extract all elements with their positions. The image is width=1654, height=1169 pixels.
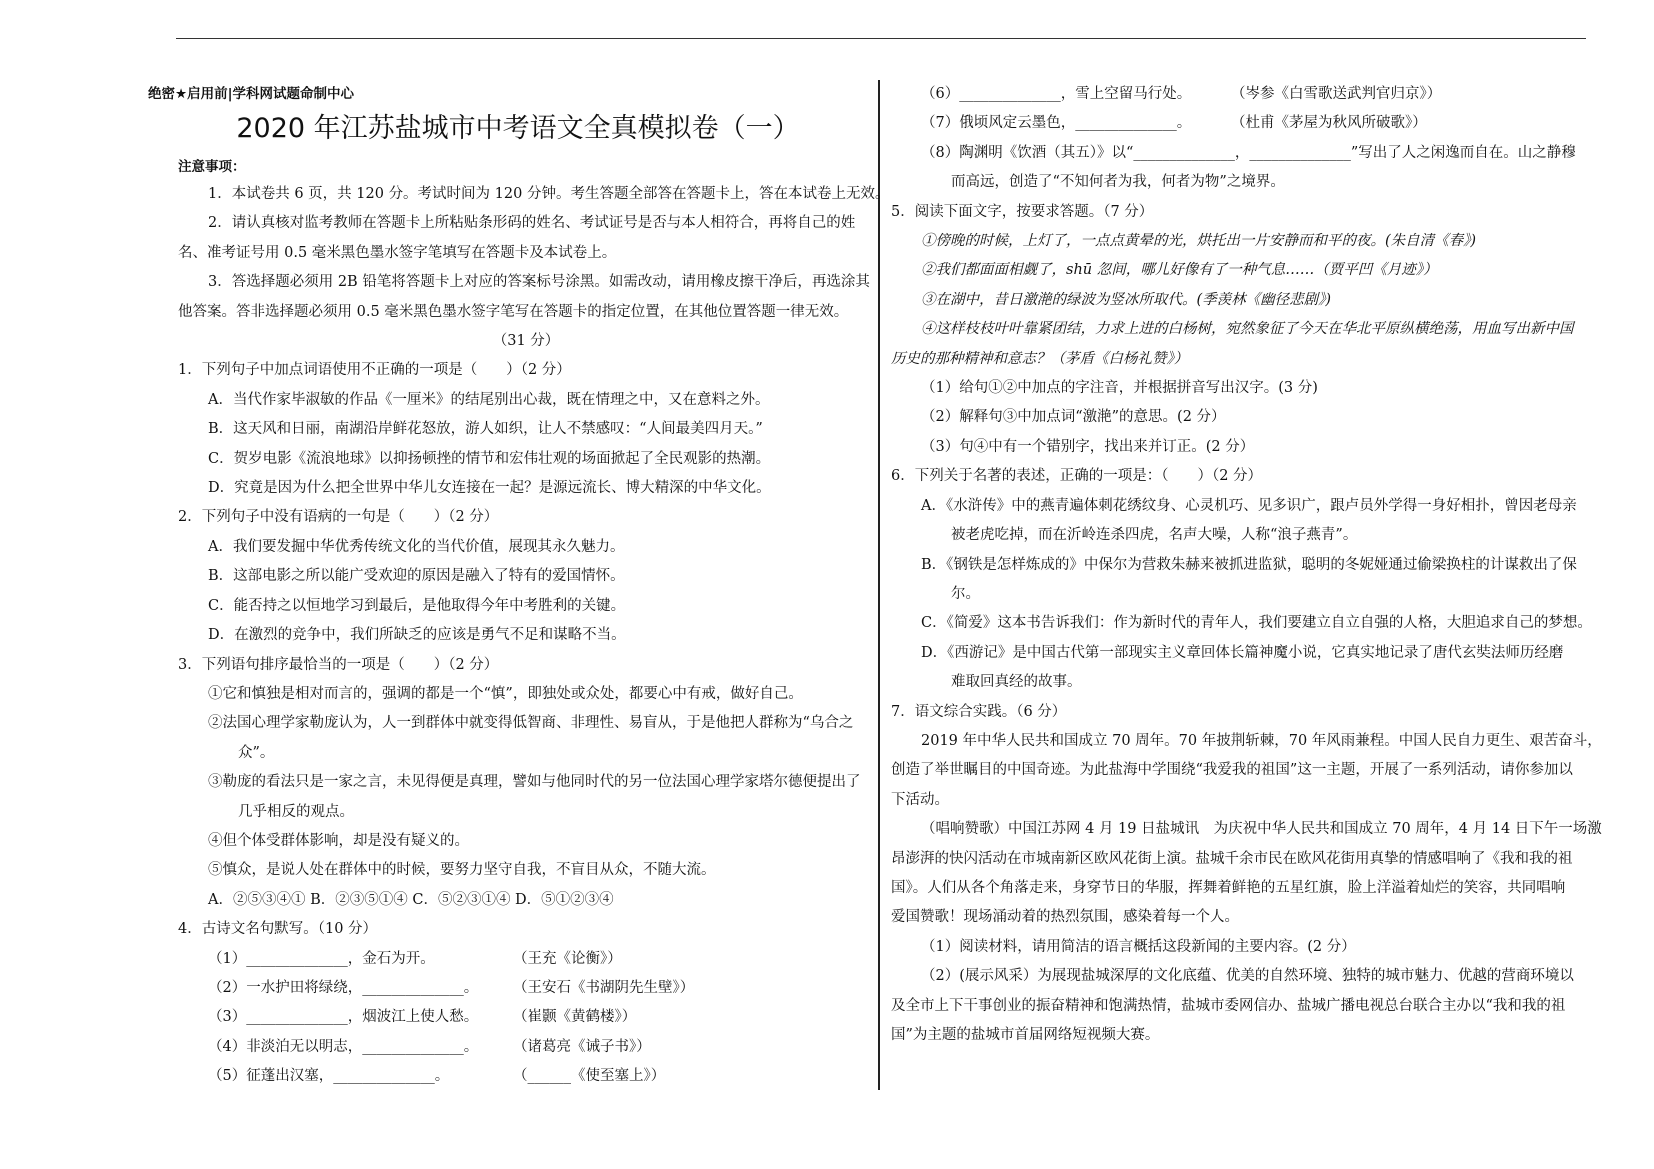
q2-stem: 2．下列句子中没有语病的一句是（ ）（2 分）	[178, 509, 499, 526]
q3-sentence-3: ③勒庞的看法只是一家之言，未见得便是真理，譬如与他同时代的另一位法国心理学家塔尔德便提出了	[208, 774, 861, 791]
q7-para-1-line-1: 2019 年中华人民共和国成立 70 周年。70 年披荆斩棘，70 年风雨兼程。中国人民自力更生、艰苦奋斗，	[921, 732, 1602, 749]
q1-option-b: B．这天风和日丽，南湖沿岸鲜花怒放，游人如织，让人不禁感叹：“人间最美四月天。”	[208, 421, 763, 438]
q6-option-a-cont: 被老虎吃掉，而在沂岭连杀四虎，名声大噪，人称“浪子燕青”。	[951, 527, 1358, 544]
q4-cite-2: （王安石《书湖阴先生壁》）	[513, 979, 695, 996]
q6-option-b-cont: 尔。	[951, 585, 980, 602]
q3-sentence-3-cont: 几乎相反的观点。	[238, 803, 354, 820]
q7-para-1-line-2: 创造了举世瞩目的中国奇迹。为此盐海中学围绕“我爱我的祖国”这一主题，开展了一系列活动，请你参加以	[891, 762, 1573, 779]
q7-para-3-line-2: 及全市上下干事创业的振奋精神和饱满热情，盐城市委网信办、盐城广播电视总台联合主办以“我和我的祖	[891, 997, 1566, 1014]
notice-heading: 注意事项：	[178, 159, 246, 175]
q5-sentence-1: ①傍晚的时候，上灯了，一点点黄晕的光，烘托出一片安静而和平的夜。(朱自清《春》)	[921, 233, 1477, 250]
page-title: 2020 年江苏盐城市中考语文全真模拟卷（一）	[236, 113, 800, 144]
q4-stem: 4．古诗文名句默写。（10 分）	[178, 921, 378, 938]
section-score: （31 分）	[492, 333, 560, 350]
q6-option-d: D．《西游记》是中国古代第一部现实主义章回体长篇神魔小说，它真实地记录了唐代玄奘法师历经磨	[921, 644, 1564, 661]
question-1	[148, 356, 864, 503]
right-column	[891, 80, 1602, 1050]
q3-sentence-2: ②法国心理学家勒庞认为，人一到群体中就变得低智商、非理性、易盲从，于是他把人群称为“乌合之	[208, 715, 854, 732]
q2-option-a: A．我们要发掘中华优秀传统文化的当代价值，展现其永久魅力。	[208, 538, 625, 555]
question-3	[148, 651, 864, 916]
question-7	[891, 698, 1602, 1051]
q4-cite-5: （______《使至塞上》）	[513, 1068, 666, 1085]
q4-item-2: （2）一水护田将绿绕，______________。 （王安石《书湖阴先生壁》）	[148, 974, 864, 1003]
q2-option-b: B．这部电影之所以能广受欢迎的原因是融入了特有的爱国情怀。	[208, 568, 625, 585]
notice-2: 2．请认真核对监考教师在答题卡上所粘贴条形码的姓名、考试证号是否与本人相符合，再将自己的姓	[208, 215, 856, 232]
q5-sub-1: （1）给句①②中加点的字注音，并根据拼音写出汉字。(3 分)	[921, 380, 1318, 397]
q6-option-c: C．《简爱》这本书告诉我们：作为新时代的青年人，我们要建立自立自强的人格，大胆追求自己的梦想。	[921, 615, 1592, 632]
q6-stem: 6．下列关于名著的表述，正确的一项是：（ ）（2 分）	[891, 468, 1263, 485]
q1-option-d: D．究竟是因为什么把全世界中华儿女连接在一起？是源远流长、博大精深的中华文化。	[208, 480, 771, 497]
q4-item-7: （7）俄顷风定云墨色，______________。 （杜甫《茅屋为秋风所破歌》）	[891, 109, 1586, 138]
q5-sentence-4-cont: 历史的那种精神和意志？（茅盾《白杨礼赞》）	[891, 350, 1189, 367]
q5-sentence-2: ②我们都面面相觑了，shū 忽间，哪儿好像有了一种气息……（贾平凹《月迹》）	[921, 262, 1438, 279]
q5-sentence-4: ④这样枝枝叶叶靠紧团结，力求上进的白杨树，宛然象征了今天在华北平原纵横绝荡，用血写出新中国	[921, 321, 1574, 338]
q6-option-b: B．《钢铁是怎样炼成的》中保尔为营救朱赫来被抓进监狱，聪明的冬妮娅通过偷梁换柱的计谋救出了保	[921, 556, 1577, 573]
q3-sentence-1: ①它和慎独是相对而言的，强调的都是一个“慎”，即独处或众处，都要心中有戒，做好自己。	[208, 685, 803, 702]
q7-sub-1: （1）阅读材料，请用简洁的语言概括这段新闻的主要内容。(2 分）	[921, 938, 1356, 955]
q3-sentence-5: ⑤慎众，是说人处在群体中的时候，要努力坚守自我，不盲目从众，不随大流。	[208, 862, 716, 879]
q7-stem: 7．语文综合实践。（6 分）	[891, 703, 1067, 720]
notice-2-cont: 名、准考证号用 0.5 毫米黑色墨水签字笔填写在答题卡及本试卷上。	[178, 244, 617, 261]
q3-stem: 3．下列语句排序最恰当的一项是（ ）（2 分）	[178, 656, 499, 673]
notice-1: 1．本试卷共 6 页，共 120 分。考试时间为 120 分钟。考生答题全部答在答题卡上，答在本试卷上无效。	[208, 186, 890, 202]
question-2	[148, 503, 864, 650]
q4-cite-4: （诸葛亮《诫子书》）	[513, 1038, 651, 1055]
q7-para-3-line-1: （2）(展示风采）为展现盐城深厚的文化底蕴、优美的自然环境、独特的城市魅力、优越的营商环境以	[921, 968, 1574, 985]
q4-item-6: （6）______________，雪上空留马行处。 （岑参《白雪歌送武判官归京》）	[891, 80, 1586, 109]
q1-stem: 1．下列句子中加点词语使用不正确的一项是（ ）（2 分）	[178, 362, 571, 379]
q4-cite-1: （王充《论衡》）	[513, 950, 622, 967]
left-column	[148, 80, 890, 1092]
notice-3: 3．答选择题必须用 2B 铅笔将答题卡上对应的答案标号涂黑。如需改动，请用橡皮擦干净后，再选涂其	[208, 274, 870, 291]
question-5	[891, 198, 1586, 463]
notice-3-cont: 他答案。答非选择题必须用 0.5 毫米黑色墨水签字笔写在答题卡的指定位置，在其他位置答题一律无效。	[178, 303, 849, 320]
q3-sentence-2-cont: 众”。	[238, 744, 275, 761]
q4-cite-3: （崔颢《黄鹤楼》）	[513, 1009, 637, 1026]
q4-item-8: （8）陶渊明《饮酒（其五）》以“______________，______________”写出了人之闲逸而自在。山之静穆	[921, 144, 1576, 161]
q7-para-2-line-4: 爱国赞歌！现场涌动着的热烈氛围，感染着每一个人。	[891, 909, 1239, 926]
q4-item-3: （3）______________，烟波江上使人愁。 （崔颢《黄鹤楼》）	[148, 1003, 864, 1032]
q7-para-2-line-1: （唱响赞歌）中国江苏网 4 月 19 日盐城讯 为庆祝中华人民共和国成立 70 周年，4 月 14 日下午一场激	[921, 821, 1602, 838]
q2-option-c: C．能否持之以恒地学习到最后，是他取得今年中考胜利的关键。	[208, 597, 626, 614]
q6-option-a: A．《水浒传》中的燕青遍体刺花绣纹身、心灵机巧、见多识广，跟卢员外学得一身好相扑，曾因老母亲	[921, 497, 1577, 514]
q5-sentence-3: ③在湖中，昔日激滟的绿波为竖冰所取代。(季羡林《幽径悲剧》)	[921, 291, 1332, 308]
q7-para-1-line-3: 下活动。	[891, 791, 949, 808]
q4-item-8-cont: 而高远，创造了“不知何者为我，何者为物”之境界。	[951, 174, 1285, 191]
column-divider	[878, 80, 880, 1090]
q1-option-a: A．当代作家毕淑敏的作品《一厘米》的结尾别出心裁，既在情理之中，又在意料之外。	[208, 391, 770, 408]
q4-cite-6: （岑参《白雪歌送武判官归京》）	[1231, 86, 1442, 102]
q5-sub-3: （3）句④中有一个错别字，找出来并订正。(2 分）	[921, 438, 1255, 455]
q4-item-1: （1）______________，金石为开。 （王充《论衡》）	[148, 945, 864, 974]
q4-item-4: （4）非淡泊无以明志，______________。 （诸葛亮《诫子书》）	[148, 1033, 864, 1062]
question-4	[148, 915, 864, 1091]
q5-sub-2: （2）解释句③中加点词“激滟”的意思。(2 分）	[921, 409, 1226, 426]
secret-label: 绝密★启用前|学科网试题命制中心	[148, 86, 355, 102]
q3-sentence-4: ④但个体受群体影响，却是没有疑义的。	[208, 832, 469, 849]
q5-stem: 5．阅读下面文字，按要求答题。（7 分）	[891, 203, 1154, 220]
q4-item-5: （5）征蓬出汉塞，______________。 （______《使至塞上》）	[148, 1062, 864, 1091]
q2-option-d: D．在激烈的竞争中，我们所缺乏的应该是勇气不足和谋略不当。	[208, 627, 626, 644]
q1-option-c: C．贺岁电影《流浪地球》以抑扬顿挫的情节和宏伟壮观的场面掀起了全民观影的热潮。	[208, 450, 771, 467]
top-rule	[176, 38, 1586, 39]
q7-para-2-line-3: 国》。人们从各个角落走来，身穿节日的华服，挥舞着鲜艳的五星红旗，脸上洋溢着灿烂的笑容，共同唱响	[891, 879, 1566, 896]
q7-para-2-line-2: 昂澎湃的快闪活动在市城南新区欧风花街上演。盐城千余市民在欧风花街用真挚的情感唱响了《我和我的祖	[891, 850, 1573, 867]
q7-para-3-line-3: 国”为主题的盐城市首届网络短视频大赛。	[891, 1027, 1160, 1043]
q4-cite-7: （杜甫《茅屋为秋风所破歌》）	[1231, 115, 1427, 132]
question-6	[891, 462, 1592, 697]
q3-options: A．②⑤③④① B．②③⑤①④ C．⑤②③①④ D．⑤①②③④	[208, 891, 614, 908]
q6-option-d-cont: 难取回真经的故事。	[951, 674, 1082, 691]
